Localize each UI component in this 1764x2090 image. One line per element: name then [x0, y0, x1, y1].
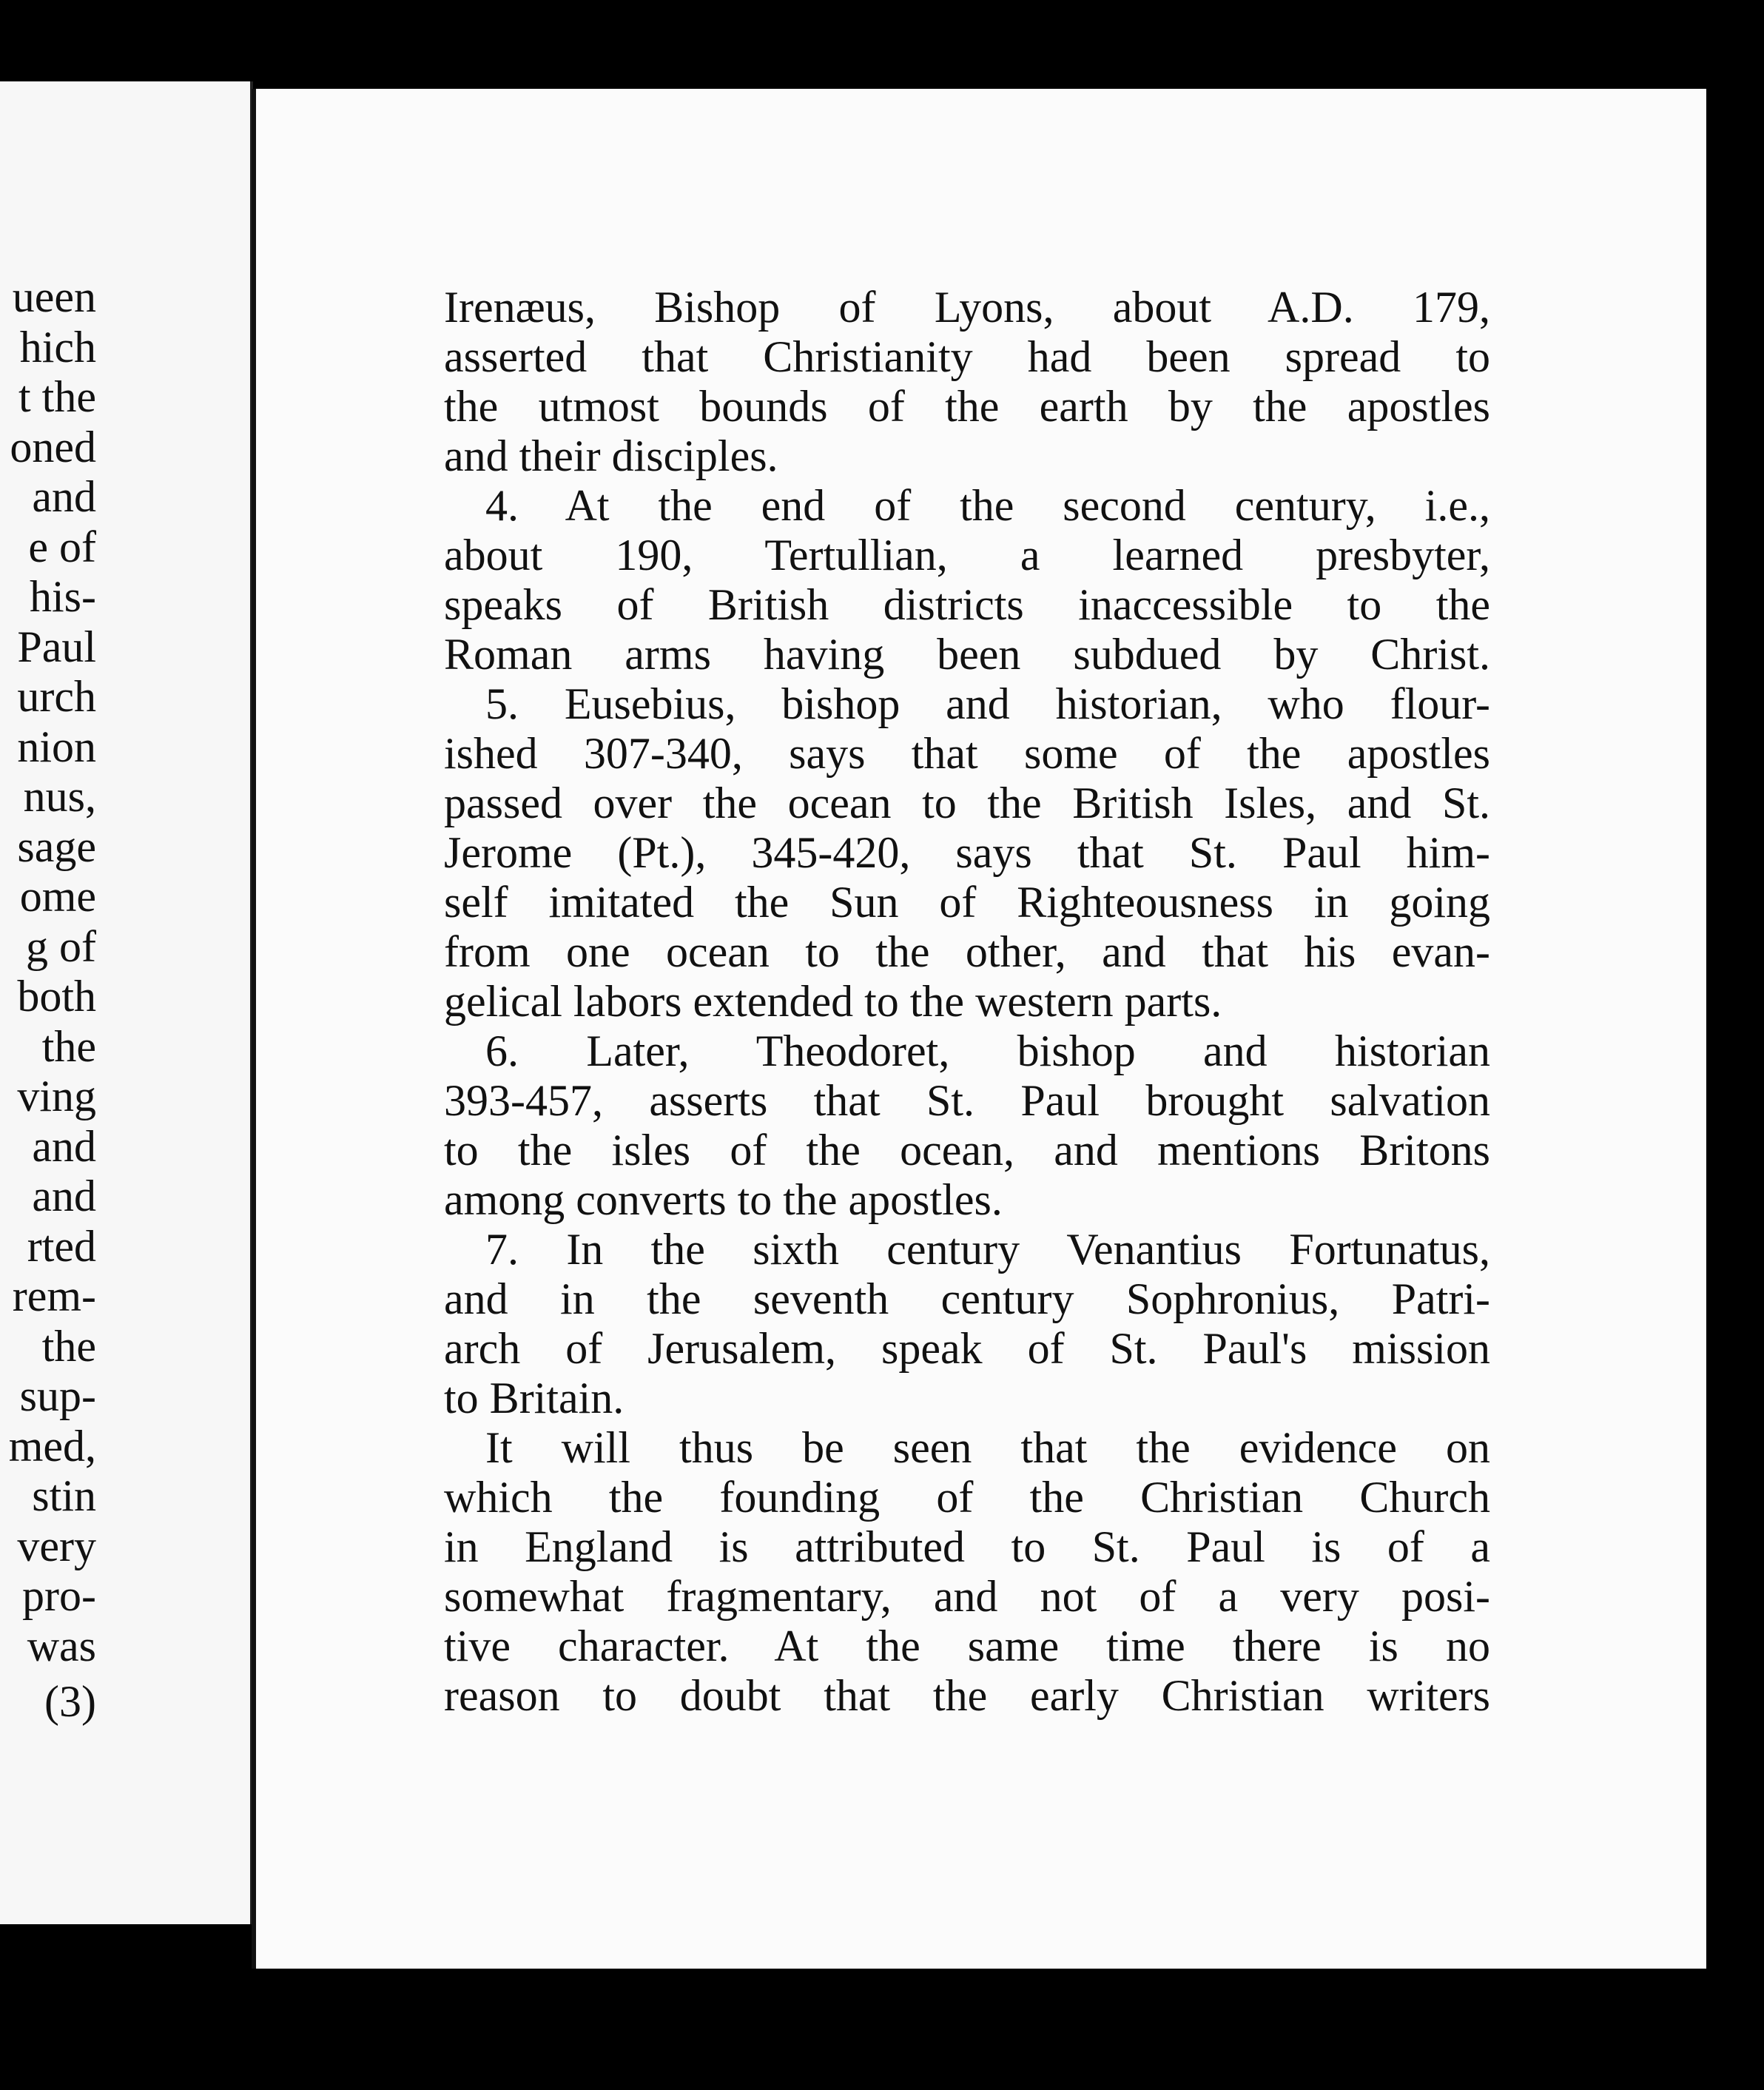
text-line: speaks of British districts inaccessible to the [444, 580, 1490, 629]
text-line: reason to doubt that the early Christian writers [444, 1671, 1490, 1720]
left-line: g of [26, 921, 96, 971]
left-line: ome [19, 872, 96, 921]
text-line: Roman arms having been subdued by Christ. [444, 630, 1490, 679]
text-line: which the founding of the Christian Church [444, 1473, 1490, 1522]
left-line: the [41, 1321, 96, 1371]
left-line: sup- [19, 1371, 96, 1420]
text-line: self imitated the Sun of Righteousness in going [444, 878, 1490, 927]
left-page-text [9, 272, 96, 1727]
left-line: urch [17, 672, 96, 721]
text-line: and their disciples. [444, 431, 778, 480]
text-line: in England is attributed to St. Paul is of a [444, 1522, 1490, 1571]
text-line: to Britain. [444, 1374, 625, 1422]
left-line: sage [17, 821, 96, 871]
text-line: asserted that Christianity had been spread to [444, 332, 1490, 381]
left-line: stin [32, 1471, 96, 1520]
text-line: among converts to the apostles. [444, 1175, 1003, 1224]
left-line: oned [10, 422, 96, 471]
text-line: somewhat fragmentary, and not of a very posi- [444, 1572, 1490, 1621]
left-line: nion [17, 722, 96, 771]
left-line: Paul [17, 622, 96, 671]
left-line: nus, [23, 772, 96, 821]
left-line: and [32, 1172, 96, 1220]
left-line: very [17, 1521, 96, 1570]
text-line: tive character. At the same time there is no [444, 1622, 1490, 1670]
text-line: about 190, Tertullian, a learned presbyter, [444, 531, 1490, 579]
left-line: both [17, 972, 96, 1021]
text-line: 5. Eusebius, bishop and historian, who flour- [485, 679, 1490, 728]
left-line: pro- [22, 1571, 96, 1620]
text-line: gelical labors extended to the western parts. [444, 977, 1222, 1026]
left-line: and [32, 1121, 96, 1171]
text-line: 6. Later, Theodoret, bishop and historian [485, 1026, 1490, 1075]
left-line: ueen [12, 272, 96, 321]
left-line: rem- [12, 1271, 96, 1320]
left-line: med, [8, 1421, 96, 1471]
left-line: was [27, 1621, 96, 1670]
text-line: 4. At the end of the second century, i.e., [485, 481, 1490, 530]
text-line: from one ocean to the other, and that his evan- [444, 927, 1490, 976]
text-line: arch of Jerusalem, speak of St. Paul's mission [444, 1324, 1490, 1373]
text-line: 7. In the sixth century Venantius Fortunatus, [485, 1225, 1490, 1274]
text-line: to the isles of the ocean, and mentions Britons [444, 1126, 1490, 1175]
text-line: ished 307-340, says that some of the apostles [444, 729, 1490, 778]
left-line: and [32, 472, 96, 521]
right-page [252, 89, 1706, 1969]
left-line: rted [27, 1221, 96, 1271]
text-line: passed over the ocean to the British Isles, and St. [444, 779, 1490, 827]
text-line: 393-457, asserts that St. Paul brought salvation [444, 1076, 1490, 1125]
left-line: ving [17, 1072, 96, 1120]
left-line: hich [19, 322, 96, 372]
left-line: t the [18, 372, 96, 421]
left-line: the [41, 1021, 96, 1071]
left-page [0, 81, 253, 1924]
text-line: the utmost bounds of the earth by the apostles [444, 382, 1490, 431]
text-line: and in the seventh century Sophronius, Patri- [444, 1274, 1490, 1323]
page-number: (3) [44, 1677, 96, 1726]
left-line: his- [30, 572, 96, 621]
left-line: e of [28, 522, 96, 571]
text-line: It will thus be seen that the evidence on [485, 1423, 1490, 1472]
body-text [444, 283, 1490, 1721]
text-line: Jerome (Pt.), 345-420, says that St. Paul him- [444, 828, 1490, 877]
text-line: Irenæus, Bishop of Lyons, about A.D. 179, [444, 283, 1490, 332]
